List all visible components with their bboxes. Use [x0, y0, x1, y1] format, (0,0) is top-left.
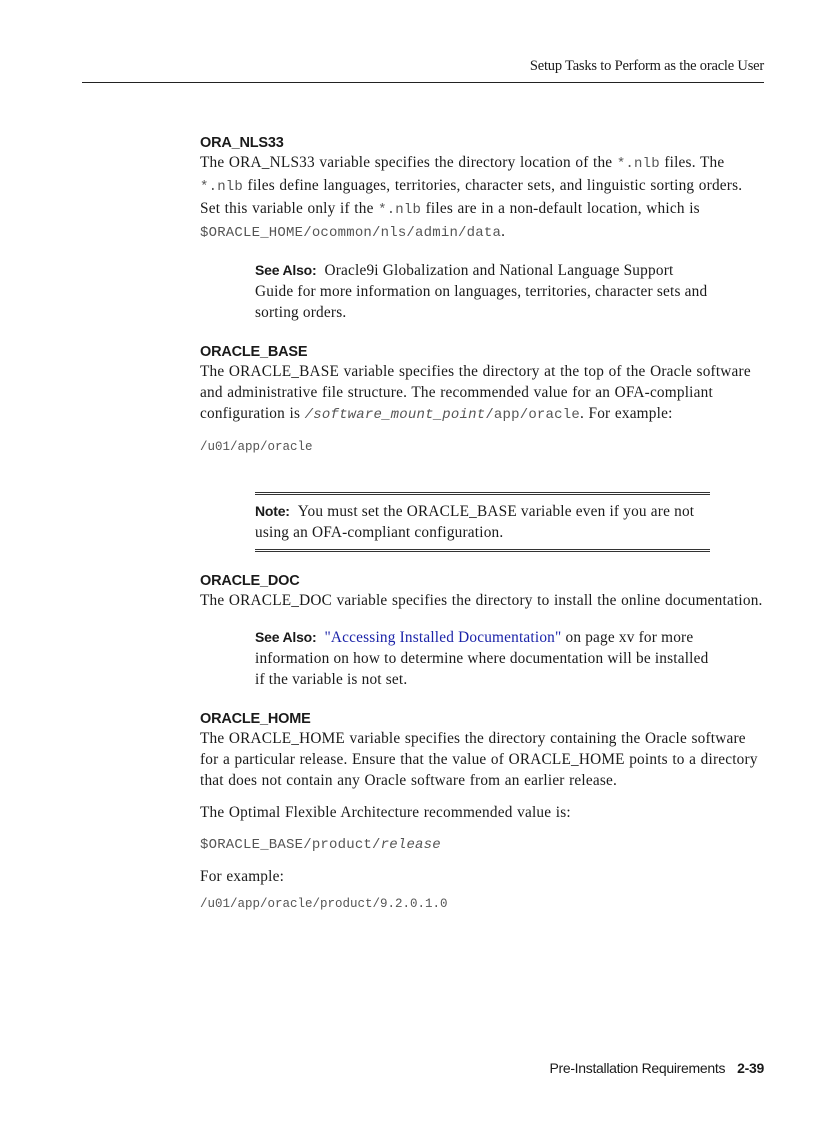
page-content [200, 134, 765, 911]
text-run: files. The [659, 154, 725, 171]
text-run: files are in a non-default location, which is [421, 200, 700, 217]
oracle-home-description: The ORACLE_HOME variable specifies the directory containing the Oracle software for a particular release. Ensure that the value of ORACLE_HOME points to a directory that does not contain any Oracle software from an earlier release. [200, 730, 758, 789]
code-example-oracle-home: /u01/app/oracle/product/9.2.0.1.0 [200, 897, 448, 911]
accessing-docs-link[interactable]: "Accessing Installed Documentation" [324, 629, 562, 646]
code-nlb: *.nlb [378, 202, 422, 218]
note-rule-bottom [255, 549, 710, 552]
oracle-doc-description: The ORACLE_DOC variable specifies the directory to install the online documentation. [200, 592, 763, 609]
page-number: 2-39 [737, 1060, 764, 1076]
for-example-text: For example: [200, 868, 285, 885]
code-oracle-base-product: $ORACLE_BASE/product/ [200, 837, 381, 853]
text-run: The ORACLE_BASE variable specifies the directory at the top of the Oracle software and administrative file structure. The recommended value for an OFA-compliant configuration is [200, 363, 751, 422]
oracle-base-description [200, 361, 765, 426]
page-footer [549, 1060, 764, 1076]
code-nlb: *.nlb [200, 179, 244, 195]
text-run: . For example: [579, 405, 673, 422]
note-body [255, 495, 710, 549]
see-also-text: Oracle9i Globalization and National Language Support Guide for more information on languages, territories, character sets and sorting orders. [255, 262, 708, 321]
code-nlb: *.nlb [616, 156, 660, 172]
see-also-text: on page xv for more information on how to determine where documentation will be installed if the variable is not set. [255, 629, 709, 688]
note-label: Note: [255, 503, 290, 519]
code-app-oracle: /app/oracle [485, 407, 580, 423]
ora-nls33-description [200, 152, 765, 244]
section-heading-oracle-doc: ORACLE_DOC [200, 573, 300, 589]
code-path: $ORACLE_HOME/ocommon/nls/admin/data [200, 225, 502, 241]
text-run: The ORA_NLS33 variable specifies the directory location of the [200, 154, 617, 171]
section-heading-ora-nls33: ORA_NLS33 [200, 135, 284, 151]
text-run: files define languages, territories, character sets, and linguistic sorting orders. Set this variable only if the [200, 177, 743, 217]
footer-chapter: Pre-Installation Requirements [549, 1060, 726, 1076]
see-also-label: See Also: [255, 629, 317, 645]
header-rule [82, 82, 764, 83]
see-also-label: See Also: [255, 262, 317, 278]
code-example-oracle-base: /u01/app/oracle [200, 440, 313, 454]
section-heading-oracle-base: ORACLE_BASE [200, 344, 308, 360]
ofa-value [200, 833, 765, 856]
running-header: Setup Tasks to Perform as the oracle User [529, 58, 764, 74]
note-text: You must set the ORACLE_BASE variable even if you are not using an OFA-compliant configuration. [255, 503, 695, 541]
note-box [255, 492, 710, 552]
code-release: release [380, 837, 441, 853]
ofa-recommendation: The Optimal Flexible Architecture recommended value is: [200, 804, 571, 821]
text-run: . [501, 223, 506, 240]
see-also-nls [255, 260, 710, 323]
section-heading-oracle-home: ORACLE_HOME [200, 711, 311, 727]
code-mount-point: /software_mount_point [304, 407, 486, 423]
see-also-doc [255, 627, 710, 690]
